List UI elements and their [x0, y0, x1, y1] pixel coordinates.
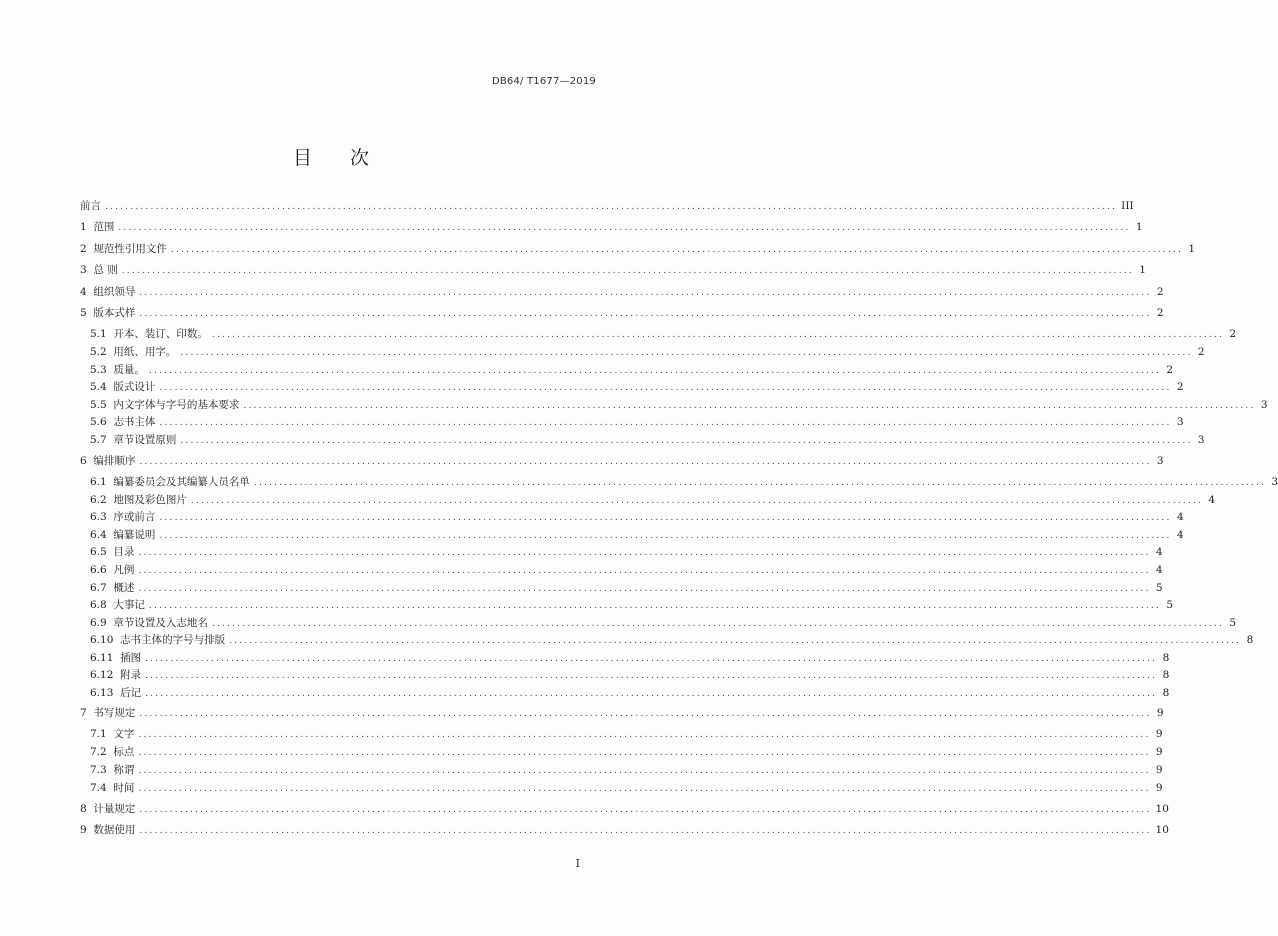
toc-dot-leader: ........................................................................................................................................................................................................ — [138, 566, 1151, 576]
toc-entry-label — [90, 685, 141, 701]
toc-entry-number: 5.2 — [90, 346, 107, 358]
toc-entry-label — [90, 597, 145, 613]
toc-entry-number: 1 — [80, 221, 87, 233]
toc-entry-label — [90, 344, 176, 360]
toc-entry-number: 5 — [80, 307, 87, 319]
toc-entry[interactable] — [90, 597, 1174, 613]
toc-entry-page: 9 — [1156, 707, 1164, 719]
toc-entry-title: 编排顺序 — [93, 455, 136, 467]
toc-entry-label — [80, 801, 135, 817]
toc-dot-leader: ........................................................................................................................................................................................................ — [138, 784, 1151, 794]
toc-entry-number: 2 — [80, 243, 87, 255]
toc-entry-page: 4 — [1176, 529, 1184, 541]
toc-entry[interactable] — [80, 305, 1164, 321]
toc-entry-page: 2 — [1197, 346, 1205, 358]
toc-entry-page: 4 — [1176, 511, 1184, 523]
toc-entry[interactable] — [90, 615, 1237, 631]
toc-entry-label — [90, 632, 225, 648]
toc-entry-page: 2 — [1156, 286, 1164, 298]
toc-entry-label — [90, 544, 134, 560]
toc-dot-leader: ........................................................................................................................................................................................................ — [139, 457, 1152, 467]
toc-dot-leader: ........................................................................................................................................................................................................ — [138, 730, 1151, 740]
toc-entry[interactable] — [90, 632, 1254, 648]
toc-entry[interactable] — [80, 801, 1169, 817]
toc-entry-title: 地图及彩色图片 — [113, 494, 187, 506]
toc-entry-label — [80, 198, 101, 214]
toc-entry-number: 7.4 — [90, 782, 107, 794]
toc-entry[interactable] — [90, 726, 1163, 742]
toc-entry-number: 5.3 — [90, 364, 107, 376]
toc-entry[interactable] — [90, 562, 1163, 578]
toc-entry-title: 质量。 — [113, 364, 145, 376]
toc-entry[interactable] — [90, 509, 1184, 525]
toc-entry-label — [90, 780, 134, 796]
toc-entry[interactable] — [80, 219, 1143, 235]
toc-entry[interactable] — [90, 544, 1163, 560]
toc-entry-title: 前言 — [80, 200, 101, 212]
toc-entry-label — [80, 822, 135, 838]
toc-entry-title: 志书主体 — [113, 416, 156, 428]
toc-entry-title: 用纸、用字。 — [113, 346, 177, 358]
toc-entry[interactable] — [90, 685, 1170, 701]
toc-entry-label — [80, 262, 118, 278]
toc-entry-label — [90, 744, 134, 760]
toc-entry[interactable] — [80, 453, 1164, 469]
toc-entry-page: 5 — [1166, 599, 1174, 611]
toc-entry-page: 4 — [1155, 546, 1163, 558]
toc-entry-number: 6.10 — [90, 634, 114, 646]
toc-entry[interactable] — [90, 474, 1278, 490]
toc-entry[interactable] — [90, 326, 1237, 342]
toc-entry-label — [90, 509, 155, 525]
toc-entry-title: 目录 — [113, 546, 135, 558]
toc-entry-number: 6.1 — [90, 476, 107, 488]
toc-entry-page: 2 — [1229, 328, 1237, 340]
toc-entry-title: 编纂说明 — [113, 529, 156, 541]
toc-entry-page: 10 — [1155, 803, 1169, 815]
toc-entry-page: 1 — [1188, 243, 1196, 255]
toc-entry[interactable] — [90, 492, 1216, 508]
toc-entry-page: 2 — [1166, 364, 1174, 376]
toc-entry-label — [80, 284, 135, 300]
toc-entry-label — [90, 379, 155, 395]
toc-entry-label — [80, 241, 167, 257]
toc-entry-number: 3 — [80, 264, 87, 276]
toc-entry-title: 组织领导 — [93, 286, 136, 298]
toc-entry-label — [90, 527, 155, 543]
toc-entry-title: 概述 — [113, 582, 135, 594]
toc-entry-number: 7.2 — [90, 746, 107, 758]
toc-dot-leader: ........................................................................................................................................................................................................ — [138, 766, 1151, 776]
toc-entry-label — [90, 762, 134, 778]
toc-entry-title: 开本、装订、印数。 — [113, 328, 208, 340]
toc-dot-leader: ........................................................................................................................................................................................................ — [159, 383, 1172, 393]
toc-dot-leader: ........................................................................................................................................................................................................ — [139, 805, 1152, 815]
page-number: I — [575, 857, 580, 870]
page-title: 目次 — [292, 147, 407, 169]
toc-entry-title: 计量规定 — [93, 803, 136, 815]
toc-entry-title: 凡例 — [113, 564, 135, 576]
toc-entry[interactable] — [90, 650, 1170, 666]
toc-entry-page: 5 — [1229, 617, 1237, 629]
toc-entry-title: 内文字体与字号的基本要求 — [113, 399, 240, 411]
toc-entry[interactable] — [90, 580, 1163, 596]
toc-entry-title: 数据使用 — [93, 824, 136, 836]
toc-entry-page: III — [1121, 200, 1134, 212]
toc-entry-title: 后记 — [120, 687, 142, 699]
toc-entry-label — [80, 453, 135, 469]
toc-entry-label — [80, 219, 114, 235]
toc-entry[interactable] — [90, 780, 1163, 796]
toc-entry[interactable] — [80, 822, 1169, 838]
toc-entry-page: 4 — [1208, 494, 1216, 506]
toc-dot-leader: ........................................................................................................................................................................................................ — [159, 531, 1172, 541]
toc-entry[interactable] — [90, 667, 1170, 683]
toc-entry-label — [90, 562, 134, 578]
toc-entry-page: 3 — [1271, 476, 1278, 488]
toc-entry-number: 6.7 — [90, 582, 107, 594]
toc-entry-title: 章节设置及入志地名 — [113, 617, 208, 629]
toc-entry-title: 时间 — [113, 782, 135, 794]
toc-entry-label — [90, 667, 141, 683]
toc-entry-number: 5.4 — [90, 381, 107, 393]
toc-entry-page: 9 — [1155, 782, 1163, 794]
toc-entry-number: 6 — [80, 455, 87, 467]
toc-entry-number: 6.2 — [90, 494, 107, 506]
toc-entry-page: 3 — [1260, 399, 1268, 411]
toc-entry-title: 规范性引用文件 — [93, 243, 167, 255]
toc-dot-leader: ........................................................................................................................................................................................................ — [138, 748, 1151, 758]
toc-dot-leader: ........................................................................................................................................................................................................ — [211, 330, 1225, 340]
toc-dot-leader: ........................................................................................................................................................................................................ — [118, 223, 1131, 233]
toc-entry-page: 8 — [1162, 652, 1170, 664]
toc-dot-leader: ........................................................................................................................................................................................................ — [253, 478, 1267, 488]
toc-entry-page: 1 — [1139, 264, 1146, 276]
toc-entry-number: 5.6 — [90, 416, 107, 428]
toc-entry-number: 9 — [80, 824, 87, 836]
toc-entry-page: 10 — [1155, 824, 1169, 836]
toc-entry-label — [90, 397, 239, 413]
toc-dot-leader: ........................................................................................................................................................................................................ — [139, 709, 1152, 719]
toc-dot-leader: ........................................................................................................................................................................................................ — [180, 436, 1193, 446]
toc-dot-leader: ........................................................................................................................................................................................................ — [211, 619, 1225, 629]
toc-entry-label — [90, 650, 141, 666]
toc-entry-page: 9 — [1155, 764, 1163, 776]
toc-dot-leader: ........................................................................................................................................................................................................ — [148, 601, 1162, 611]
toc-dot-leader: ........................................................................................................................................................................................................ — [145, 654, 1158, 664]
toc-entry-page: 2 — [1156, 307, 1164, 319]
toc-entry-page: 9 — [1155, 728, 1163, 740]
toc-entry-label — [90, 362, 145, 378]
toc-entry-page: 8 — [1162, 669, 1170, 681]
toc-entry[interactable] — [90, 344, 1205, 360]
toc-entry-number: 8 — [80, 803, 87, 815]
toc-entry-page: 3 — [1176, 416, 1184, 428]
toc-entry-number: 7.1 — [90, 728, 107, 740]
toc-entry-title: 序或前言 — [113, 511, 156, 523]
toc-entry[interactable] — [80, 241, 1196, 257]
toc-entry-title: 范围 — [93, 221, 115, 233]
toc-entry[interactable] — [90, 744, 1163, 760]
toc-entry-label — [90, 474, 250, 490]
toc-entry-number: 5.5 — [90, 399, 107, 411]
toc-dot-leader: ........................................................................................................................................................................................................ — [159, 418, 1172, 428]
toc-entry[interactable] — [80, 262, 1146, 278]
document-code: DB64/ T1677—2019 — [491, 76, 596, 87]
toc-entry-number: 6.12 — [90, 669, 114, 681]
toc-dot-leader: ........................................................................................................................................................................................................ — [190, 496, 1204, 506]
toc-entry-number: 4 — [80, 286, 87, 298]
toc-dot-leader: ........................................................................................................................................................................................................ — [138, 584, 1151, 594]
toc-dot-leader: ........................................................................................................................................................................................................ — [139, 826, 1152, 836]
toc-entry[interactable] — [90, 432, 1205, 448]
toc-entry-page: 9 — [1155, 746, 1163, 758]
toc-entry-title: 称谓 — [113, 764, 135, 776]
toc-dot-leader: ........................................................................................................................................................................................................ — [105, 202, 1118, 212]
toc-entry-label — [90, 580, 134, 596]
toc-entry-label — [90, 726, 134, 742]
toc-entry[interactable] — [90, 762, 1163, 778]
toc-dot-leader: ........................................................................................................................................................................................................ — [243, 401, 1256, 411]
toc-entry[interactable] — [90, 362, 1174, 378]
toc-entry-title: 版式设计 — [113, 381, 156, 393]
toc-entry[interactable] — [80, 705, 1164, 721]
toc-entry[interactable] — [90, 397, 1268, 413]
toc-entry-label — [90, 615, 208, 631]
toc-entry-number: 6.5 — [90, 546, 107, 558]
toc-entry-number: 6.8 — [90, 599, 107, 611]
toc-dot-leader: ........................................................................................................................................................................................................ — [148, 366, 1162, 376]
toc-entry[interactable] — [90, 379, 1184, 395]
toc-dot-leader: ........................................................................................................................................................................................................ — [180, 348, 1193, 358]
toc-entry-label — [90, 414, 155, 430]
toc-entry-title: 志书主体的字号与排版 — [120, 634, 226, 646]
toc-entry-title: 附录 — [120, 669, 142, 681]
toc-entry[interactable] — [80, 198, 1134, 214]
toc-dot-leader: ........................................................................................................................................................................................................ — [121, 266, 1134, 276]
toc-entry-title: 版本式样 — [93, 307, 136, 319]
toc-entry-title: 章节设置原则 — [113, 434, 177, 446]
toc-dot-leader: ........................................................................................................................................................................................................ — [139, 288, 1152, 298]
toc-entry-number: 6.6 — [90, 564, 107, 576]
toc-dot-leader: ........................................................................................................................................................................................................ — [159, 513, 1172, 523]
toc-entry-number: 7 — [80, 707, 87, 719]
toc-dot-leader: ........................................................................................................................................................................................................ — [170, 245, 1184, 255]
toc-dot-leader: ........................................................................................................................................................................................................ — [138, 548, 1151, 558]
toc-dot-leader: ........................................................................................................................................................................................................ — [145, 689, 1158, 699]
toc-entry-page: 3 — [1197, 434, 1205, 446]
toc-entry-label — [80, 705, 135, 721]
toc-entry-page: 1 — [1135, 221, 1143, 233]
toc-entry-page: 3 — [1156, 455, 1164, 467]
toc-entry-number: 5.1 — [90, 328, 107, 340]
toc-entry-number: 6.13 — [90, 687, 114, 699]
toc-entry-number: 6.3 — [90, 511, 107, 523]
toc-entry-title: 文字 — [113, 728, 135, 740]
toc-entry[interactable] — [90, 527, 1184, 543]
toc-entry-label — [80, 305, 135, 321]
toc-entry-title: 标点 — [113, 746, 135, 758]
toc-dot-leader: ........................................................................................................................................................................................................ — [145, 671, 1158, 681]
toc-entry-title: 总 则 — [93, 264, 118, 276]
toc-entry-title: 插图 — [120, 652, 142, 664]
toc-entry-number: 6.4 — [90, 529, 107, 541]
toc-entry-number: 6.11 — [90, 652, 114, 664]
toc-entry[interactable] — [90, 414, 1184, 430]
toc-dot-leader: ........................................................................................................................................................................................................ — [229, 636, 1242, 646]
toc-entry-page: 8 — [1246, 634, 1254, 646]
toc-entry-title: 编纂委员会及其编纂人员名单 — [113, 476, 250, 488]
toc-entry-label — [90, 326, 208, 342]
toc-entry-label — [90, 492, 187, 508]
toc-entry[interactable] — [80, 284, 1164, 300]
toc-entry-page: 5 — [1155, 582, 1163, 594]
toc-dot-leader: ........................................................................................................................................................................................................ — [139, 309, 1152, 319]
toc-entry-number: 6.9 — [90, 617, 107, 629]
toc-entry-page: 8 — [1162, 687, 1170, 699]
toc-entry-title: 大事记 — [113, 599, 145, 611]
toc-entry-number: 5.7 — [90, 434, 107, 446]
toc-entry-page: 4 — [1155, 564, 1163, 576]
toc-entry-number: 7.3 — [90, 764, 107, 776]
toc-entry-title: 书写规定 — [93, 707, 136, 719]
toc-entry-label — [90, 432, 176, 448]
toc-entry-page: 2 — [1176, 381, 1184, 393]
